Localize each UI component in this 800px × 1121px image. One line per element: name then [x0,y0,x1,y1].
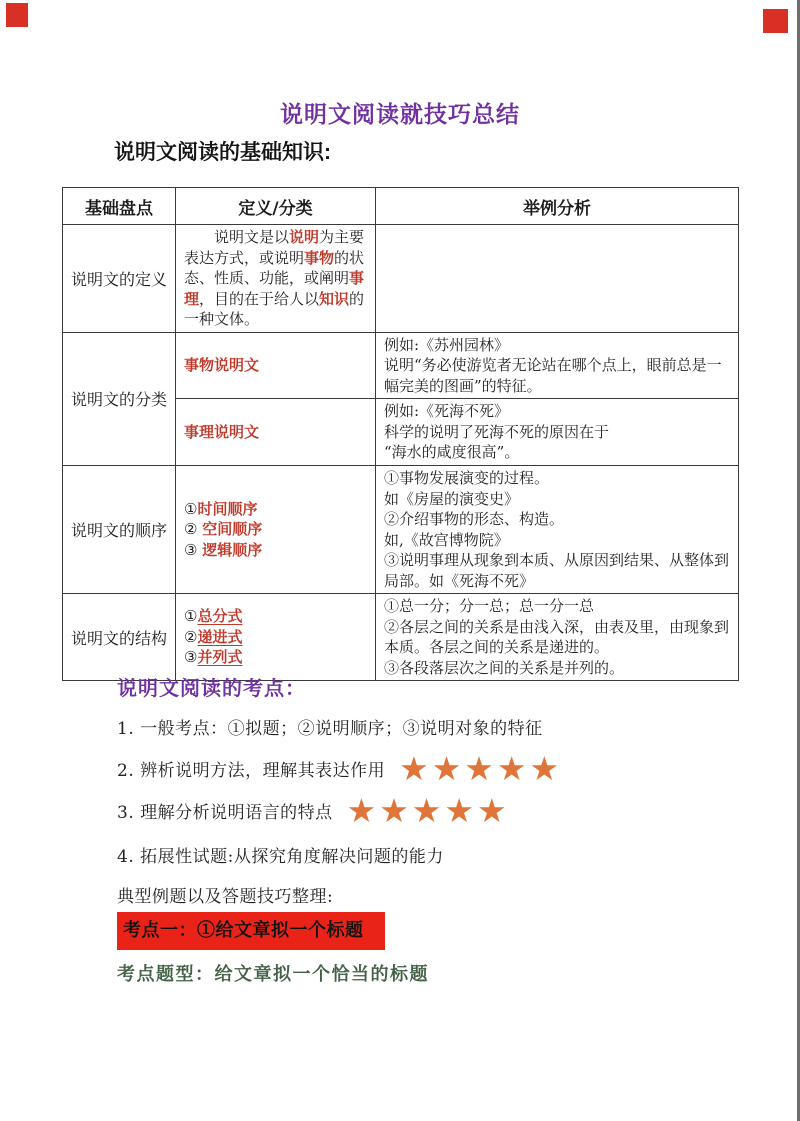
classification-example-2-cell: 例如:《死海不死》 科学的说明了死海不死的原因在于 “海水的咸度很高”。 [376,399,739,466]
structure-example-cell: ①总一分；分一总；总一分一总 ②各层之间的关系是由浅入深，由表及里，由现象到本质。各层之间的关系是递进的。 ③各段落层次之间的关系是并列的。 [376,594,739,681]
exam-point-3 [117,790,510,830]
col-header-definition: 定义/分类 [176,188,376,225]
red-corner-mark-left [6,3,28,27]
exam-point-4-text: 4. 拓展性试题:从探究角度解决问题的能力 [117,847,444,867]
star-rating-icons: ★★★★★ [346,790,510,830]
highlighted-kaodian-1: 考点一：①给文章拟一个标题 [117,912,385,950]
definition-text-cell: 说明文是以说明为主要表达方式，或说明事物的状态、性质、功能，或阐明事理，目的在于给人以知识的一种文体。 [176,225,376,333]
topic-definition: 说明文的定义 [63,225,176,333]
col-header-examples: 举例分析 [376,188,739,225]
table-row-classification-1 [63,332,739,399]
exam-point-1-text: 1. 一般考点：①拟题；②说明顺序；③说明对象的特征 [117,719,543,739]
exam-point-3-text: 3. 理解分析说明语言的特点 [117,802,333,823]
topic-structure: 说明文的结构 [63,594,176,681]
topic-classification: 说明文的分类 [63,332,176,466]
structure-types-cell: ①总分式 ②递进式 ③并列式 [176,594,376,681]
kaodian-question-type: 考点题型：给文章拟一个恰当的标题 [117,964,429,985]
star-rating-icons: ★★★★★ [399,748,563,788]
typical-examples-line: 典型例题以及答题技巧整理: [117,887,334,907]
table-row-order [63,466,739,594]
classification-type-2-cell: 事理说明文 [176,399,376,466]
section-basics-heading: 说明文阅读的基础知识: [114,141,331,164]
exam-point-1 [117,714,543,739]
table-row-definition [63,225,739,333]
classification-example-1-cell: 例如:《苏州园林》 说明“务必使游览者无论站在哪个点上，眼前总是一幅完美的图画”的特征。 [376,332,739,399]
table-header-row [63,188,739,225]
definition-example-cell [376,225,739,333]
table-row-structure [63,594,739,681]
red-corner-mark-right [763,9,788,33]
exam-point-2 [117,748,562,788]
col-header-topic: 基础盘点 [63,188,176,225]
topic-order: 说明文的顺序 [63,466,176,594]
section-exam-points-heading: 说明文阅读的考点： [117,678,306,700]
exam-point-4 [117,842,444,867]
page-title: 说明文阅读就技巧总结 [280,101,520,127]
order-example-cell: ①事物发展演变的过程。 如《房屋的演变史》 ②介绍事物的形态、构造。 如,《故宫博物院》 ③说明事理从现象到本质、从原因到结果、从整体到局部。如《死海不死》 [376,466,739,594]
exam-point-2-text: 2. 辨析说明方法，理解其表达作用 [117,760,386,781]
basics-table [62,187,739,681]
classification-type-1-cell: 事物说明文 [176,332,376,399]
order-types-cell: ①时间顺序 ② 空间顺序 ③ 逻辑顺序 [176,466,376,594]
